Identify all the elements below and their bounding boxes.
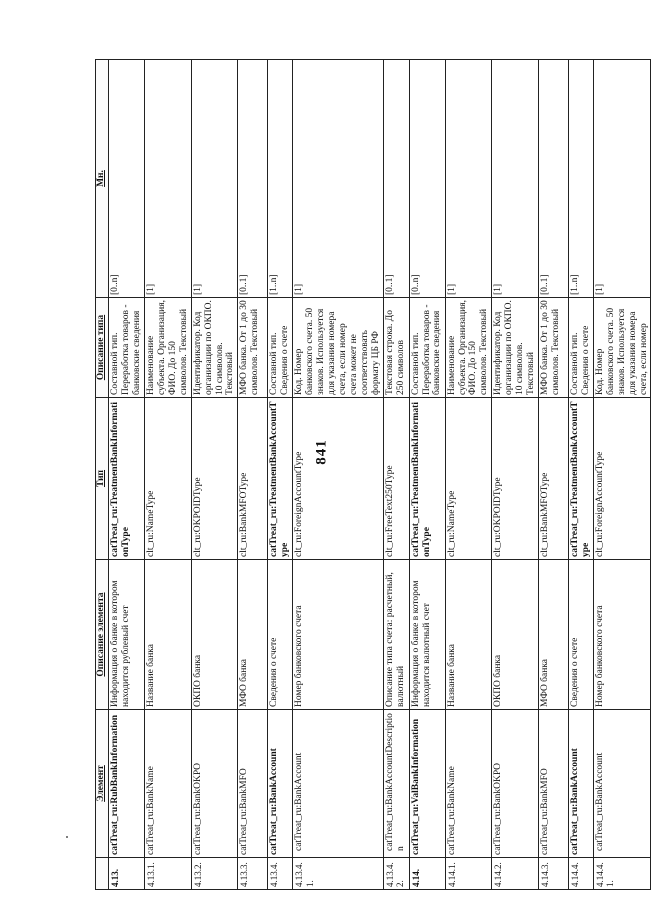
row-num: 4.14.3.	[538, 858, 568, 890]
header-type: Тип	[96, 398, 109, 560]
table-row	[109, 60, 145, 890]
table-row	[568, 60, 593, 890]
row-description: Информация о банке в котором находится рублевый счет	[109, 560, 145, 710]
header-num	[96, 858, 109, 890]
row-type: clt_ru:BankMFOType	[238, 398, 268, 560]
row-element: catTreat_ru:BankMFO	[538, 710, 568, 858]
row-element: catTreat_ru:BankAccount	[293, 710, 383, 858]
row-description: Название банка	[445, 560, 492, 710]
row-type-description: Код. Номер банковского счета. 50 знаков. Используется для указания номера счета, если номер счета может не соответствовать формату ЦБ РФ	[293, 298, 383, 398]
row-type-description: МФО банка. От 1 до 30 символов. Текстовый	[238, 298, 268, 398]
row-multiplicity: [1]	[191, 60, 238, 298]
row-element: catTreat_ru:BankAccount	[593, 710, 651, 858]
row-num: 4.13.4.	[268, 858, 293, 890]
row-type-description: Наименование субъекта. Организация, ФИО. До 150 символов. Текстовый	[445, 298, 492, 398]
row-num: 4.14.1.	[445, 858, 492, 890]
row-description: Сведения о счете	[568, 560, 593, 710]
row-multiplicity: [1]	[492, 60, 539, 298]
table-row	[238, 60, 268, 890]
row-element: catTreat_ru:BankName	[445, 710, 492, 858]
row-description: Название банка	[145, 560, 192, 710]
row-element: catTreat_ru:ValBankInformation	[409, 710, 445, 858]
row-type-description: Текстовая строка. До 250 символов	[383, 298, 409, 398]
row-type: catTreat_ru:TreatmentBankAccountType	[268, 398, 293, 560]
header-multiplicity: Мн.	[96, 60, 109, 298]
row-type: clt_ru:OKPOIDType	[492, 398, 539, 560]
row-multiplicity: [1]	[593, 60, 651, 298]
row-element: catTreat_ru:BankAccount	[268, 710, 293, 858]
table-row	[145, 60, 192, 890]
row-type: clt_ru:ForeignAccountType	[293, 398, 383, 560]
table-header-row	[96, 60, 109, 890]
row-type-description: Наименование субъекта. Организация, ФИО. До 150 символов. Текстовый	[145, 298, 192, 398]
row-num: 4.13.4.2.	[383, 858, 409, 890]
row-num: 4.14.	[409, 858, 445, 890]
row-num: 4.14.4.1.	[593, 858, 651, 890]
row-type: clt_ru:ForeignAccountType	[593, 398, 651, 560]
row-multiplicity: [1]	[145, 60, 192, 298]
row-num: 4.14.4.	[568, 858, 593, 890]
row-element: catTreat_ru:BankMFO	[238, 710, 268, 858]
table-row	[538, 60, 568, 890]
row-type: clt_ru:OKPOIDType	[191, 398, 238, 560]
table-row	[268, 60, 293, 890]
row-type: clt_ru:NameType	[445, 398, 492, 560]
page-number: 841	[313, 439, 330, 465]
table-row	[445, 60, 492, 890]
row-description: Сведения о счете	[268, 560, 293, 710]
row-type: clt_ru:BankMFOType	[538, 398, 568, 560]
row-type-description: Идентификатор. Код организации по ОКПО. 10 символов. Текстовый	[492, 298, 539, 398]
row-multiplicity: [0..1]	[383, 60, 409, 298]
row-type-description: Идентификатор. Код организации по ОКПО. 10 символов. Текстовый	[191, 298, 238, 398]
table-row	[293, 60, 383, 890]
row-num: 4.13.1.	[145, 858, 192, 890]
row-num: 4.13.	[109, 858, 145, 890]
row-type: clt_ru:NameType	[145, 398, 192, 560]
table-body	[109, 60, 651, 890]
row-multiplicity: [1]	[293, 60, 383, 298]
table-row	[383, 60, 409, 890]
row-element: catTreat_ru:BankAccount	[568, 710, 593, 858]
row-multiplicity: [0..n]	[409, 60, 445, 298]
header-element: Элемент	[96, 710, 109, 858]
row-type-description: Код. Номер банковского счета. 50 знаков. Используется для указания номера счета, если номер	[593, 298, 651, 398]
row-type: catTreat_ru:TreatmentBankInformationType	[109, 398, 145, 560]
row-multiplicity: [1..n]	[268, 60, 293, 298]
row-num: 4.13.3.	[238, 858, 268, 890]
row-description: МФО банка	[538, 560, 568, 710]
row-description: ОКПО банка	[492, 560, 539, 710]
row-description: Номер банковского счета	[293, 560, 383, 710]
row-multiplicity: [0..1]	[238, 60, 268, 298]
row-type-description: Составной тип. Сведения о счете	[268, 298, 293, 398]
row-type-description: Составной тип. Сведения о счете	[568, 298, 593, 398]
table-row	[191, 60, 238, 890]
row-description: ОКПО банка	[191, 560, 238, 710]
row-multiplicity: [1..n]	[568, 60, 593, 298]
row-type: clt_ru:FreeText250Type	[383, 398, 409, 560]
row-type-description: Составной тип. Переработка товаров - банковские сведения	[409, 298, 445, 398]
table-row	[492, 60, 539, 890]
row-element: catTreat_ru:BankName	[145, 710, 192, 858]
row-description: МФО банка	[238, 560, 268, 710]
table-row	[593, 60, 651, 890]
row-element: catTreat_ru:BankOKPO	[492, 710, 539, 858]
row-element: catTreat_ru:BankOKPO	[191, 710, 238, 858]
row-multiplicity: [0..1]	[538, 60, 568, 298]
header-type-description: Описание типа	[96, 298, 109, 398]
row-type-description: МФО банка. От 1 до 30 символов. Текстовый	[538, 298, 568, 398]
row-num: 4.14.2.	[492, 858, 539, 890]
header-description: Описание элемента	[96, 560, 109, 710]
row-type-description: Составной тип. Переработка товаров - банковские сведения	[109, 298, 145, 398]
elements-table	[95, 59, 651, 890]
row-description: Информация о банке в котором находится валютный счет	[409, 560, 445, 710]
row-description: Номер банковского счета	[593, 560, 651, 710]
scan-speck	[66, 836, 68, 838]
row-num: 4.13.4.1.	[293, 858, 383, 890]
row-element: catTreat_ru:RubBankInformation	[109, 710, 145, 858]
row-element: catTreat_ru:BankAccountDescription	[383, 710, 409, 858]
table-row	[409, 60, 445, 890]
row-type: catTreat_ru:TreatmentBankAccountType	[568, 398, 593, 560]
row-type: catTreat_ru:TreatmentBankInformationType	[409, 398, 445, 560]
row-description: Описание типа счета: расчетный, валютный	[383, 560, 409, 710]
row-multiplicity: [0..n]	[109, 60, 145, 298]
rotated-table-container	[95, 60, 649, 890]
row-multiplicity: [1]	[445, 60, 492, 298]
row-num: 4.13.2.	[191, 858, 238, 890]
